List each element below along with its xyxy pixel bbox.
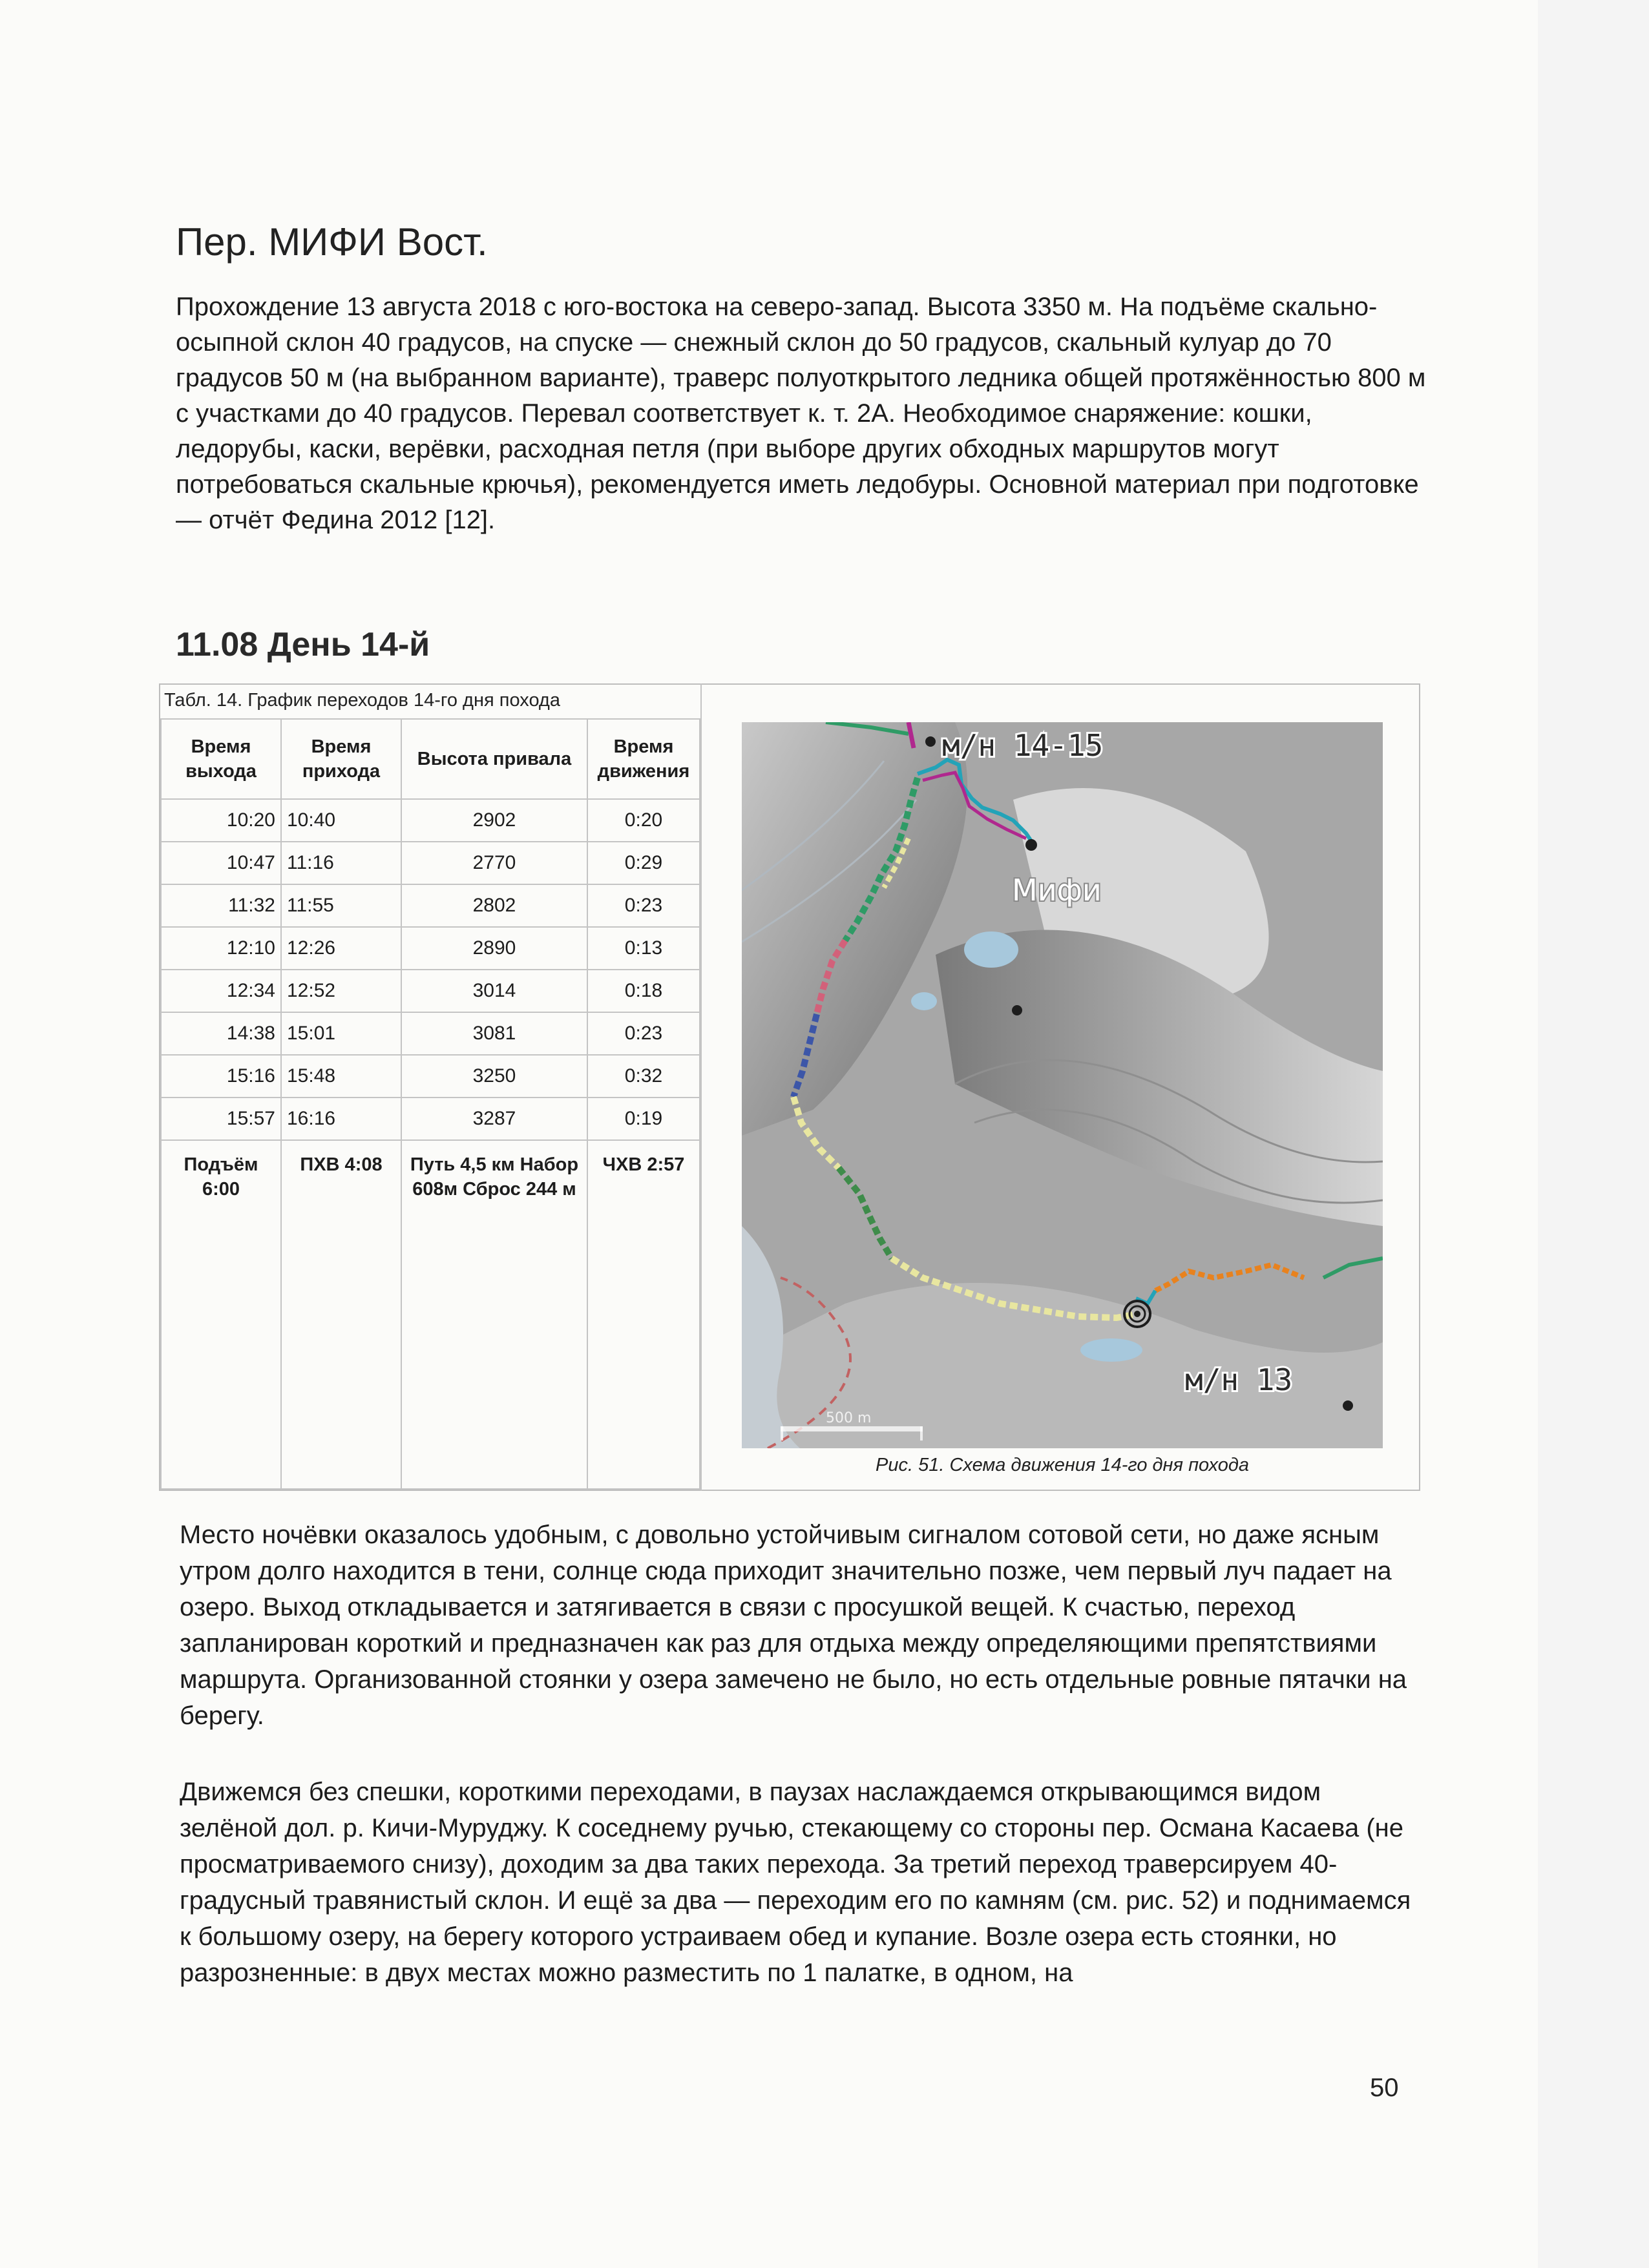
body-paragraph: Место ночёвки оказалось удобным, с довольно устойчивым сигналом сотовой сети, но даже ясным утром долго находится в тени, солнце сюда приходит значительно позже, чем первый луч падает на озеро. Выход откладывается и затягивается в связи с просушкой вещей. К счастью, переход запланирован короткий и предназначен как раз для отдыха между определяющими препятствиями маршрута. Организованной стоянки у озера замечено не было, но есть отдельные ровные пятачки на берегу. [180, 1521, 1407, 1730]
table-totals-row [161, 1140, 700, 1489]
page-number: 50 [1370, 2074, 1399, 2102]
total-ascent-time: Подъём 6:00 [161, 1140, 281, 1489]
pass-marker [1025, 839, 1037, 851]
cell-duration: 0:13 [587, 927, 700, 970]
lake [964, 931, 1018, 968]
cell-altitude: 2802 [401, 884, 587, 927]
cell-duration: 0:23 [587, 1012, 700, 1055]
cell-altitude: 3014 [401, 970, 587, 1012]
cell-duration: 0:20 [587, 799, 700, 842]
cell-altitude: 3081 [401, 1012, 587, 1055]
camp-marker [925, 736, 936, 747]
cell-altitude: 3287 [401, 1098, 587, 1140]
table-header-row [161, 719, 700, 799]
scale-bar-tick [920, 1426, 923, 1441]
intro-paragraph: Прохождение 13 августа 2018 с юго-востока на северо-запад. Высота 3350 м. На подъёме скально-осыпной склон 40 градусов, на спуске — снежный склон до 50 градусов, скальный кулуар до 70 градусов 50 м (на выбранном варианте), траверс полуоткрытого ледника общей протяжённостью 800 м с участками до 40 градусов. Перевал соответствует к. т. 2А. Необходимое снаряжение: кошки, ледорубы, каски, верёвки, расходная петля (при выборе других обходных маршрутов могут потребоваться скальные крючья), рекомендуется иметь ледобуры. Основной материал при подготовке — отчёт Федина 2012 [12]. [176, 293, 1426, 534]
table-row [161, 799, 700, 842]
cell-duration: 0:29 [587, 842, 700, 884]
scale-bar-tick [781, 1426, 783, 1441]
column-header: Время движения [587, 719, 700, 799]
body-paragraph: Движемся без спешки, короткими переходами, в паузах наслаждаемся открывающимся видом зелёной дол. р. Кичи-Муруджу. К соседнему ручью, стекающему со стороны пер. Османа Касаева (не просматриваемого снизу), доходим за два таких перехода. За третий переход траверсируем 40-градусный травянистый склон. И ещё за два — переходим его по камням (см. рис. 52) и поднимаемся к большому озеру, на берегу которого устраиваем обед и купание. Возле озера есть стоянки, но разрозненные: в двух местах можно разместить по 1 палатке, в одном, на [180, 1778, 1411, 1987]
cell-departure: 14:38 [161, 1012, 281, 1055]
cell-duration: 0:19 [587, 1098, 700, 1140]
total-pure-time: ЧХВ 2:57 [587, 1140, 700, 1489]
table-row [161, 1055, 700, 1098]
total-distance: Путь 4,5 км Набор 608м Сброс 244 м [401, 1140, 587, 1489]
cell-arrival: 10:40 [281, 799, 401, 842]
camp-marker [1134, 1311, 1140, 1317]
cell-altitude: 2890 [401, 927, 587, 970]
column-header: Время прихода [281, 719, 401, 799]
peak-marker [1343, 1400, 1353, 1411]
table-row [161, 884, 700, 927]
cell-arrival: 16:16 [281, 1098, 401, 1140]
total-walking-time: ПХВ 4:08 [281, 1140, 401, 1489]
cell-duration: 0:23 [587, 884, 700, 927]
label-pass: Мифи [1012, 873, 1102, 908]
lake [1080, 1338, 1142, 1362]
cell-altitude: 2902 [401, 799, 587, 842]
section-title: Пер. МИФИ Вост. [176, 220, 488, 264]
column-header: Время выхода [161, 719, 281, 799]
cell-altitude: 3250 [401, 1055, 587, 1098]
cell-departure: 15:16 [161, 1055, 281, 1098]
cell-arrival: 15:48 [281, 1055, 401, 1098]
cell-departure: 10:20 [161, 799, 281, 842]
table-caption: Табл. 14. График переходов 14-го дня похода [164, 690, 560, 711]
cell-departure: 15:57 [161, 1098, 281, 1140]
column-header: Высота привала [401, 719, 587, 799]
cell-departure: 10:47 [161, 842, 281, 884]
scale-bar [781, 1426, 923, 1431]
cell-arrival: 11:16 [281, 842, 401, 884]
day-heading: 11.08 День 14-й [176, 626, 430, 663]
table-row [161, 1012, 700, 1055]
figure-caption: Рис. 51. Схема движения 14-го дня похода [876, 1455, 1249, 1475]
label-camp-top: м/н 14-15 [942, 728, 1104, 763]
scale-label: 500 m [826, 1410, 872, 1426]
cell-duration: 0:32 [587, 1055, 700, 1098]
cell-departure: 11:32 [161, 884, 281, 927]
cell-arrival: 12:52 [281, 970, 401, 1012]
peak-marker [1012, 1005, 1022, 1015]
cell-arrival: 15:01 [281, 1012, 401, 1055]
label-camp-bottom: м/н 13 [1185, 1362, 1293, 1397]
schedule-table [160, 718, 700, 1490]
table-row [161, 1098, 700, 1140]
spiral-binding [1538, 0, 1649, 2268]
table-row [161, 927, 700, 970]
cell-departure: 12:34 [161, 970, 281, 1012]
cell-arrival: 11:55 [281, 884, 401, 927]
cell-altitude: 2770 [401, 842, 587, 884]
cell-duration: 0:18 [587, 970, 700, 1012]
frame-divider [700, 683, 702, 1491]
cell-arrival: 12:26 [281, 927, 401, 970]
table-row [161, 842, 700, 884]
lake [911, 992, 937, 1010]
route-map [742, 722, 1383, 1448]
cell-departure: 12:10 [161, 927, 281, 970]
table-row [161, 970, 700, 1012]
